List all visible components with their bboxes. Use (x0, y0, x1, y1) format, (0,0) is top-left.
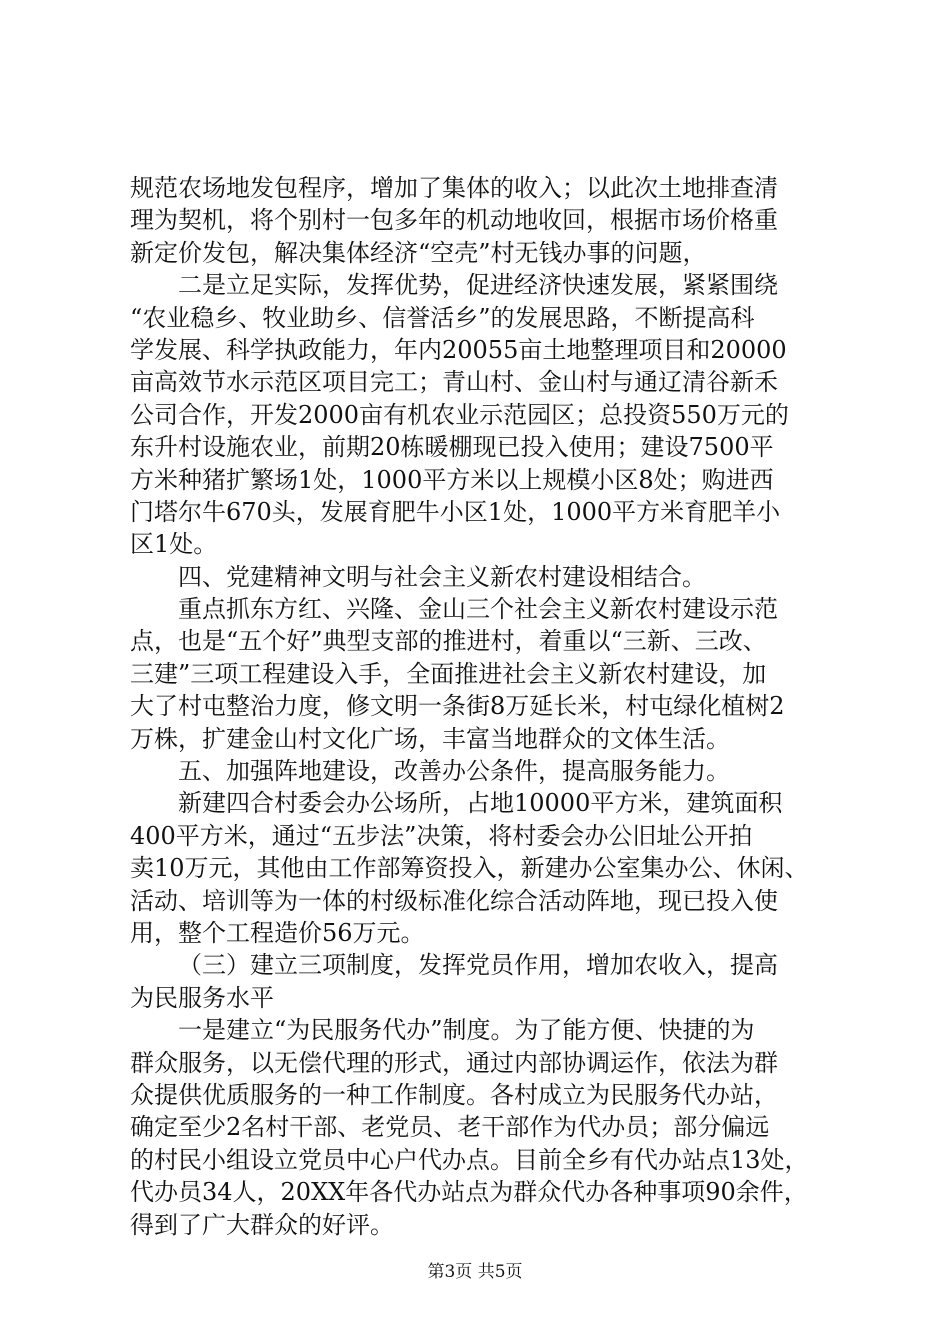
text-line: 活动、培训等为一体的村级标准化综合活动阵地，现已投入使 (130, 886, 778, 915)
text-line: 用，整个工程造价56万元。 (130, 918, 425, 947)
text-line: 理为契机，将个别村一包多年的机动地收回，根据市场价格重 (130, 206, 778, 235)
text-line: 亩高效节水示范区项目完工；青山村、金山村与通辽清谷新禾 (130, 368, 778, 397)
text-line: 确定至少2名村干部、老党员、老干部作为代办员；部分偏远 (130, 1113, 770, 1142)
text-line: 400平方米，通过“五步法”决策，将村委会办公旧址公开拍 (130, 821, 753, 850)
text-line: 众提供优质服务的一种工作制度。各村成立为民服务代办站， (130, 1080, 778, 1109)
text-line: 三建”三项工程建设入手，全面推进社会主义新农村建设，加 (130, 659, 767, 688)
paragraph-first-line: 二是立足实际，发挥优势，促进经济快速发展，紧紧围绕 (178, 271, 778, 300)
text-line: 门塔尔牛670头，发展育肥牛小区1处，1000平方米育肥羊小 (130, 497, 781, 526)
text-line: 群众服务，以无偿代理的形式，通过内部协调运作，依法为群 (130, 1048, 778, 1077)
section-heading: 五、加强阵地建设，改善办公条件，提高服务能力。 (178, 757, 730, 786)
section-heading-continued: 为民服务水平 (130, 983, 274, 1012)
text-line: 代办员34人，20XX年各代办站点为群众代办各种事项90余件， (130, 1178, 808, 1207)
text-line: 学发展、科学执政能力，年内20055亩土地整理项目和20000 (130, 335, 787, 364)
text-line: 规范农场地发包程序，增加了集体的收入；以此次土地排查清 (130, 174, 778, 202)
text-line: 得到了广大群众的好评。 (130, 1210, 394, 1239)
text-line: 万株，扩建金山村文化广场，丰富当地群众的文体生活。 (130, 724, 730, 753)
document-body (130, 172, 830, 1241)
text-line: 卖10万元，其他由工作部筹资投入，新建办公室集办公、休闲、 (130, 854, 809, 883)
section-heading: 四、党建精神文明与社会主义新农村建设相结合。 (178, 562, 706, 591)
text-line: 的村民小组设立党员中心户代办点。目前全乡有代办站点13处， (130, 1145, 809, 1174)
text-line: 新定价发包，解决集体经济“空壳”村无钱办事的问题， (130, 238, 707, 267)
text-line: 区1处。 (130, 530, 218, 559)
text-line: “农业稳乡、牧业助乡、信誉活乡”的发展思路，不断提高科 (130, 303, 755, 332)
text-line: 大了村屯整治力度，修文明一条街8万延长米，村屯绿化植树2 (130, 692, 785, 721)
text-line: 东升村设施农业，前期20栋暖棚现已投入使用；建设7500平 (130, 433, 774, 462)
paragraph-first-line: 新建四合村委会办公场所，占地10000平方米，建筑面积 (178, 789, 783, 818)
text-line: 公司合作，开发2000亩有机农业示范园区；总投资550万元的 (130, 400, 789, 429)
text-line: 点，也是“五个好”典型支部的推进村，着重以“三新、三改、 (130, 627, 767, 656)
paragraph-first-line: 一是建立“为民服务代办”制度。为了能方便、快捷的为 (178, 1016, 755, 1045)
section-heading: （三）建立三项制度，发挥党员作用，增加农收入，提高 (178, 951, 778, 980)
paragraph-first-line: 重点抓东方红、兴隆、金山三个社会主义新农村建设示范 (178, 595, 778, 624)
text-line: 方米种猪扩繁场1处，1000平方米以上规模小区8处；购进西 (130, 465, 774, 494)
page-number-footer: 第3页 共5页 (427, 1262, 523, 1282)
